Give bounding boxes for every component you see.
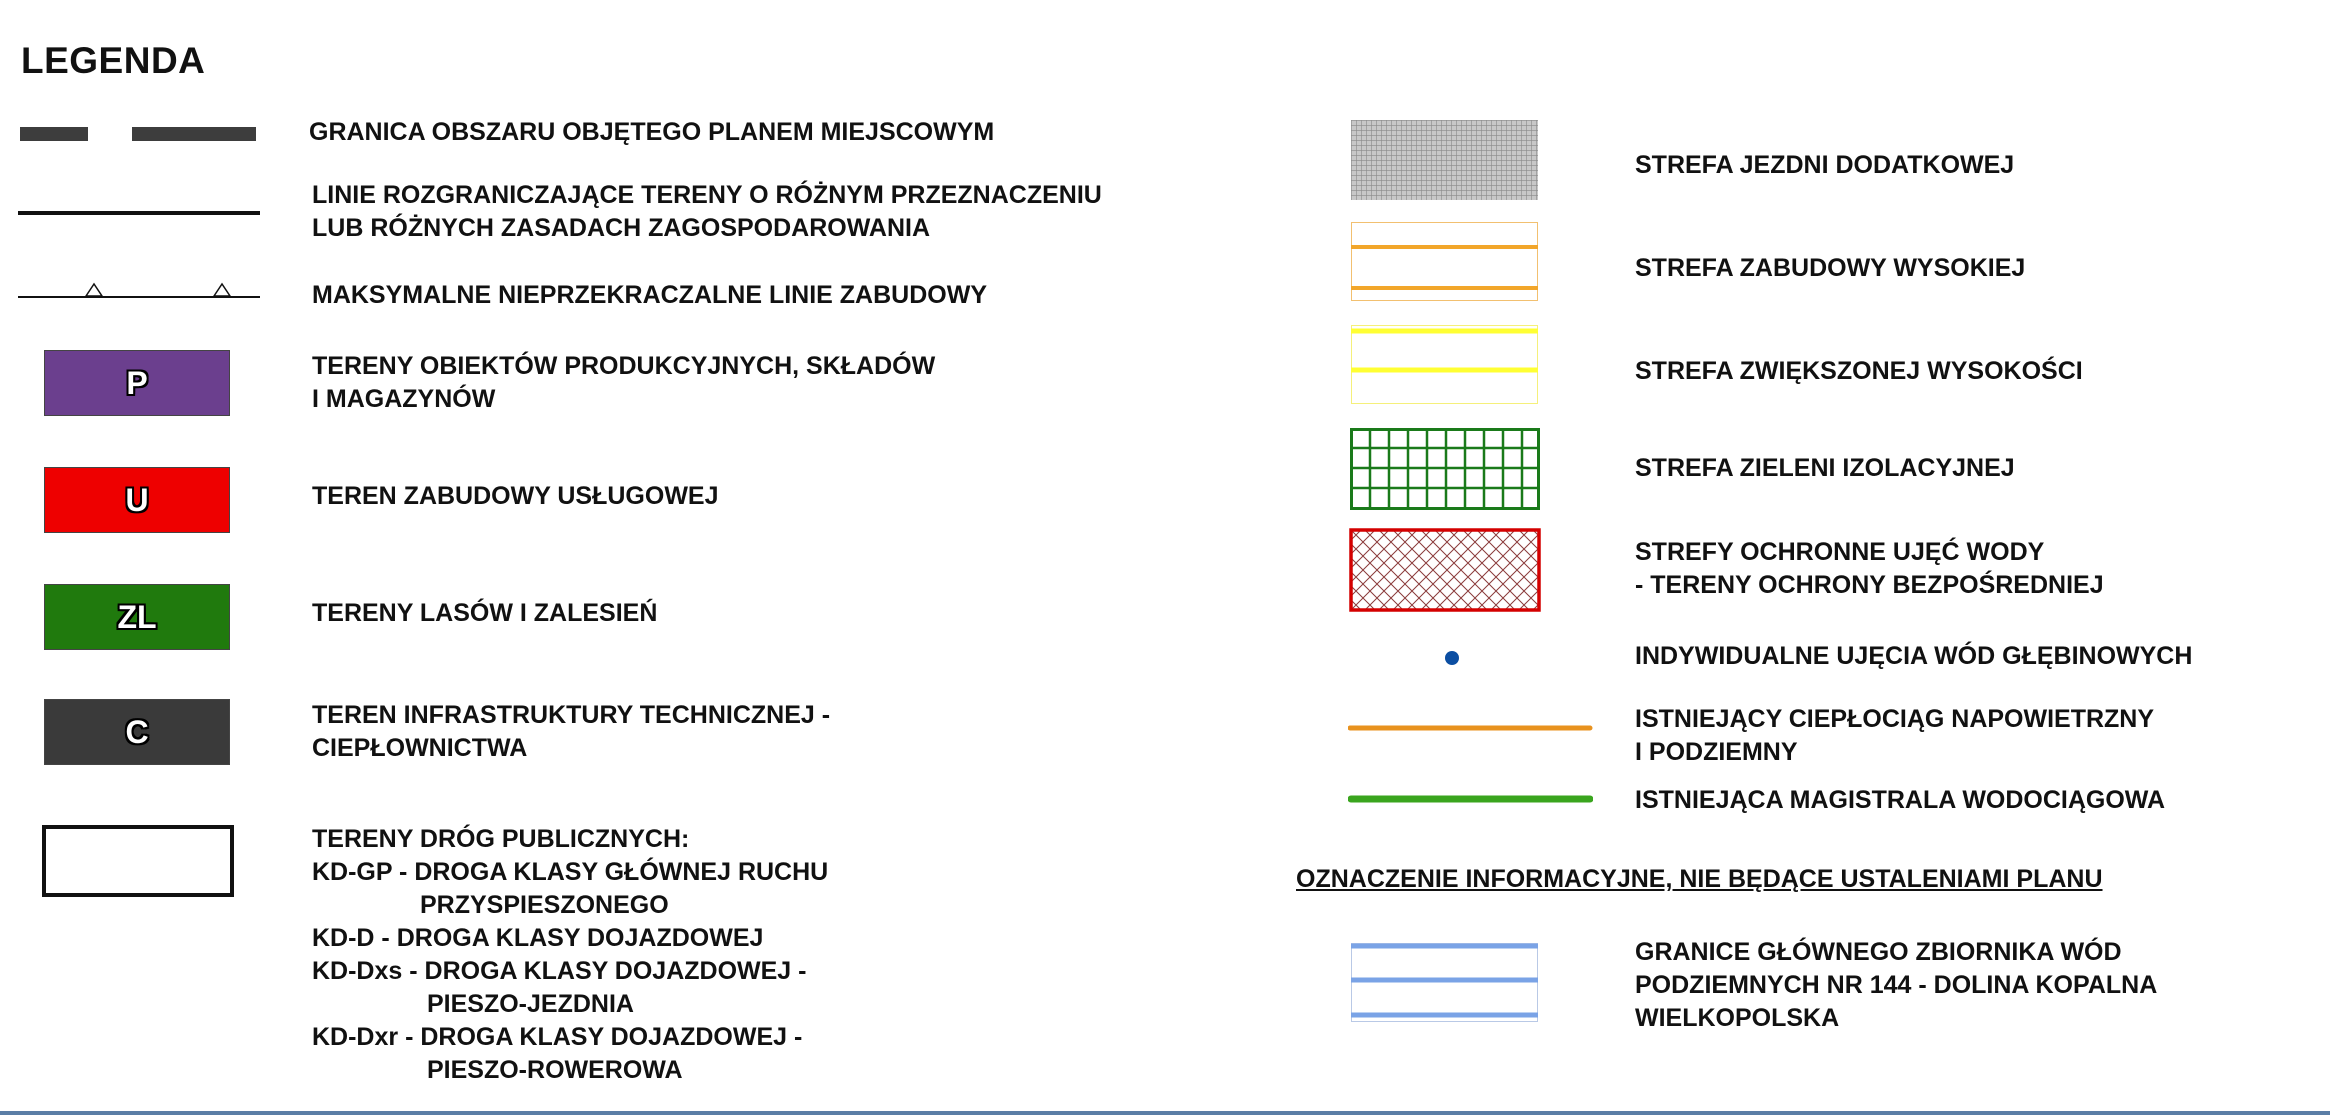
bottom-border xyxy=(0,1111,2330,1115)
increased-height-zone-symbol xyxy=(1351,325,1541,407)
water-protection-zone-symbol xyxy=(1349,528,1543,614)
legend-title: LEGENDA xyxy=(21,40,206,81)
legend-label-isolation-greenery: STREFA ZIELENI IZOLACYJNEJ xyxy=(1635,454,2015,482)
informative-markings-header: OZNACZENIE INFORMACYJNE, NIE BĘDĄCE USTALENIAMI PLANU xyxy=(1296,865,2103,893)
legend-label-heat-pipeline: ISTNIEJĄCY CIEPŁOCIĄG NAPOWIETRZNY I PODZIEMNY xyxy=(1635,705,2155,766)
legend-label-increased-height: STREFA ZWIĘKSZONEJ WYSOKOŚCI xyxy=(1635,357,2083,385)
legend-label-water-protection: STREFY OCHRONNE UJĘĆ WODY - TERENY OCHRONY BEZPOŚREDNIEJ xyxy=(1635,538,2104,599)
legend-label-plan-boundary: GRANICA OBSZARU OBJĘTEGO PLANEM MIEJSCOWYM xyxy=(309,118,995,146)
legend-label-heating-infrastructure: TEREN INFRASTRUKTURY TECHNICZNEJ - CIEPŁOWNICTWA xyxy=(312,701,831,762)
legend-label-public-roads: TERENY DRÓG PUBLICZNYCH: KD-GP - DROGA KLASY GŁÓWNEJ RUCHU PRZYSPIESZONEGO KD-D - DROGA KLASY DOJAZDOWEJ KD-Dxs - DROGA KLASY DOJAZDOWEJ - PIESZO-JEZDNIA KD-Dxr - DROGA KLASY DOJAZDOWEJ - PIESZO-ROWEROWA xyxy=(312,825,829,1084)
zone-symbol-zl: ZL xyxy=(44,584,230,650)
legend-label-groundwater-reservoir: GRANICE GŁÓWNEGO ZBIORNIKA WÓD PODZIEMNYCH NR 144 - DOLINA KOPALNA WIELKOPOLSKA xyxy=(1635,938,2158,1032)
legend-label-services: TEREN ZABUDOWY USŁUGOWEJ xyxy=(312,482,719,510)
public-roads-symbol xyxy=(42,825,234,897)
legend-label-demarcation-lines: LINIE ROZGRANICZAJĄCE TERENY O RÓŻNYM PRZEZNACZENIU LUB RÓŻNYCH ZASADACH ZAGOSPODAROWANIA xyxy=(312,181,1102,242)
high-buildings-zone-symbol xyxy=(1351,222,1541,304)
legend-label-high-buildings: STREFA ZABUDOWY WYSOKIEJ xyxy=(1635,254,2026,282)
zone-symbol-c: C xyxy=(44,699,230,765)
legend-label-additional-roadway: STREFA JEZDNI DODATKOWEJ xyxy=(1635,151,2015,179)
legend-label-production: TERENY OBIEKTÓW PRODUKCYJNYCH, SKŁADÓW I MAGAZYNÓW xyxy=(312,352,936,413)
zone-symbol-u: U xyxy=(44,467,230,533)
zone-symbol-p: P xyxy=(44,350,230,416)
heat-pipeline-symbol xyxy=(1348,723,1593,733)
isolation-greenery-zone-symbol xyxy=(1350,428,1542,512)
legend-label-building-lines: MAKSYMALNE NIEPRZEKRACZALNE LINIE ZABUDOWY xyxy=(312,281,987,309)
additional-roadway-zone-symbol xyxy=(1351,120,1541,202)
legend-label-deep-water-intakes: INDYWIDUALNE UJĘCIA WÓD GŁĘBINOWYCH xyxy=(1635,642,2193,670)
water-main-symbol xyxy=(1348,793,1593,805)
groundwater-reservoir-symbol xyxy=(1351,943,1541,1025)
demarcation-line-symbol xyxy=(18,208,263,218)
plan-boundary-line-symbol xyxy=(20,124,260,144)
deep-water-intake-symbol xyxy=(1444,650,1460,666)
building-line-symbol xyxy=(18,278,263,302)
legend-label-water-main: ISTNIEJĄCA MAGISTRALA WODOCIĄGOWA xyxy=(1635,786,2166,814)
legend-label-forests: TERENY LASÓW I ZALESIEŃ xyxy=(312,599,658,627)
